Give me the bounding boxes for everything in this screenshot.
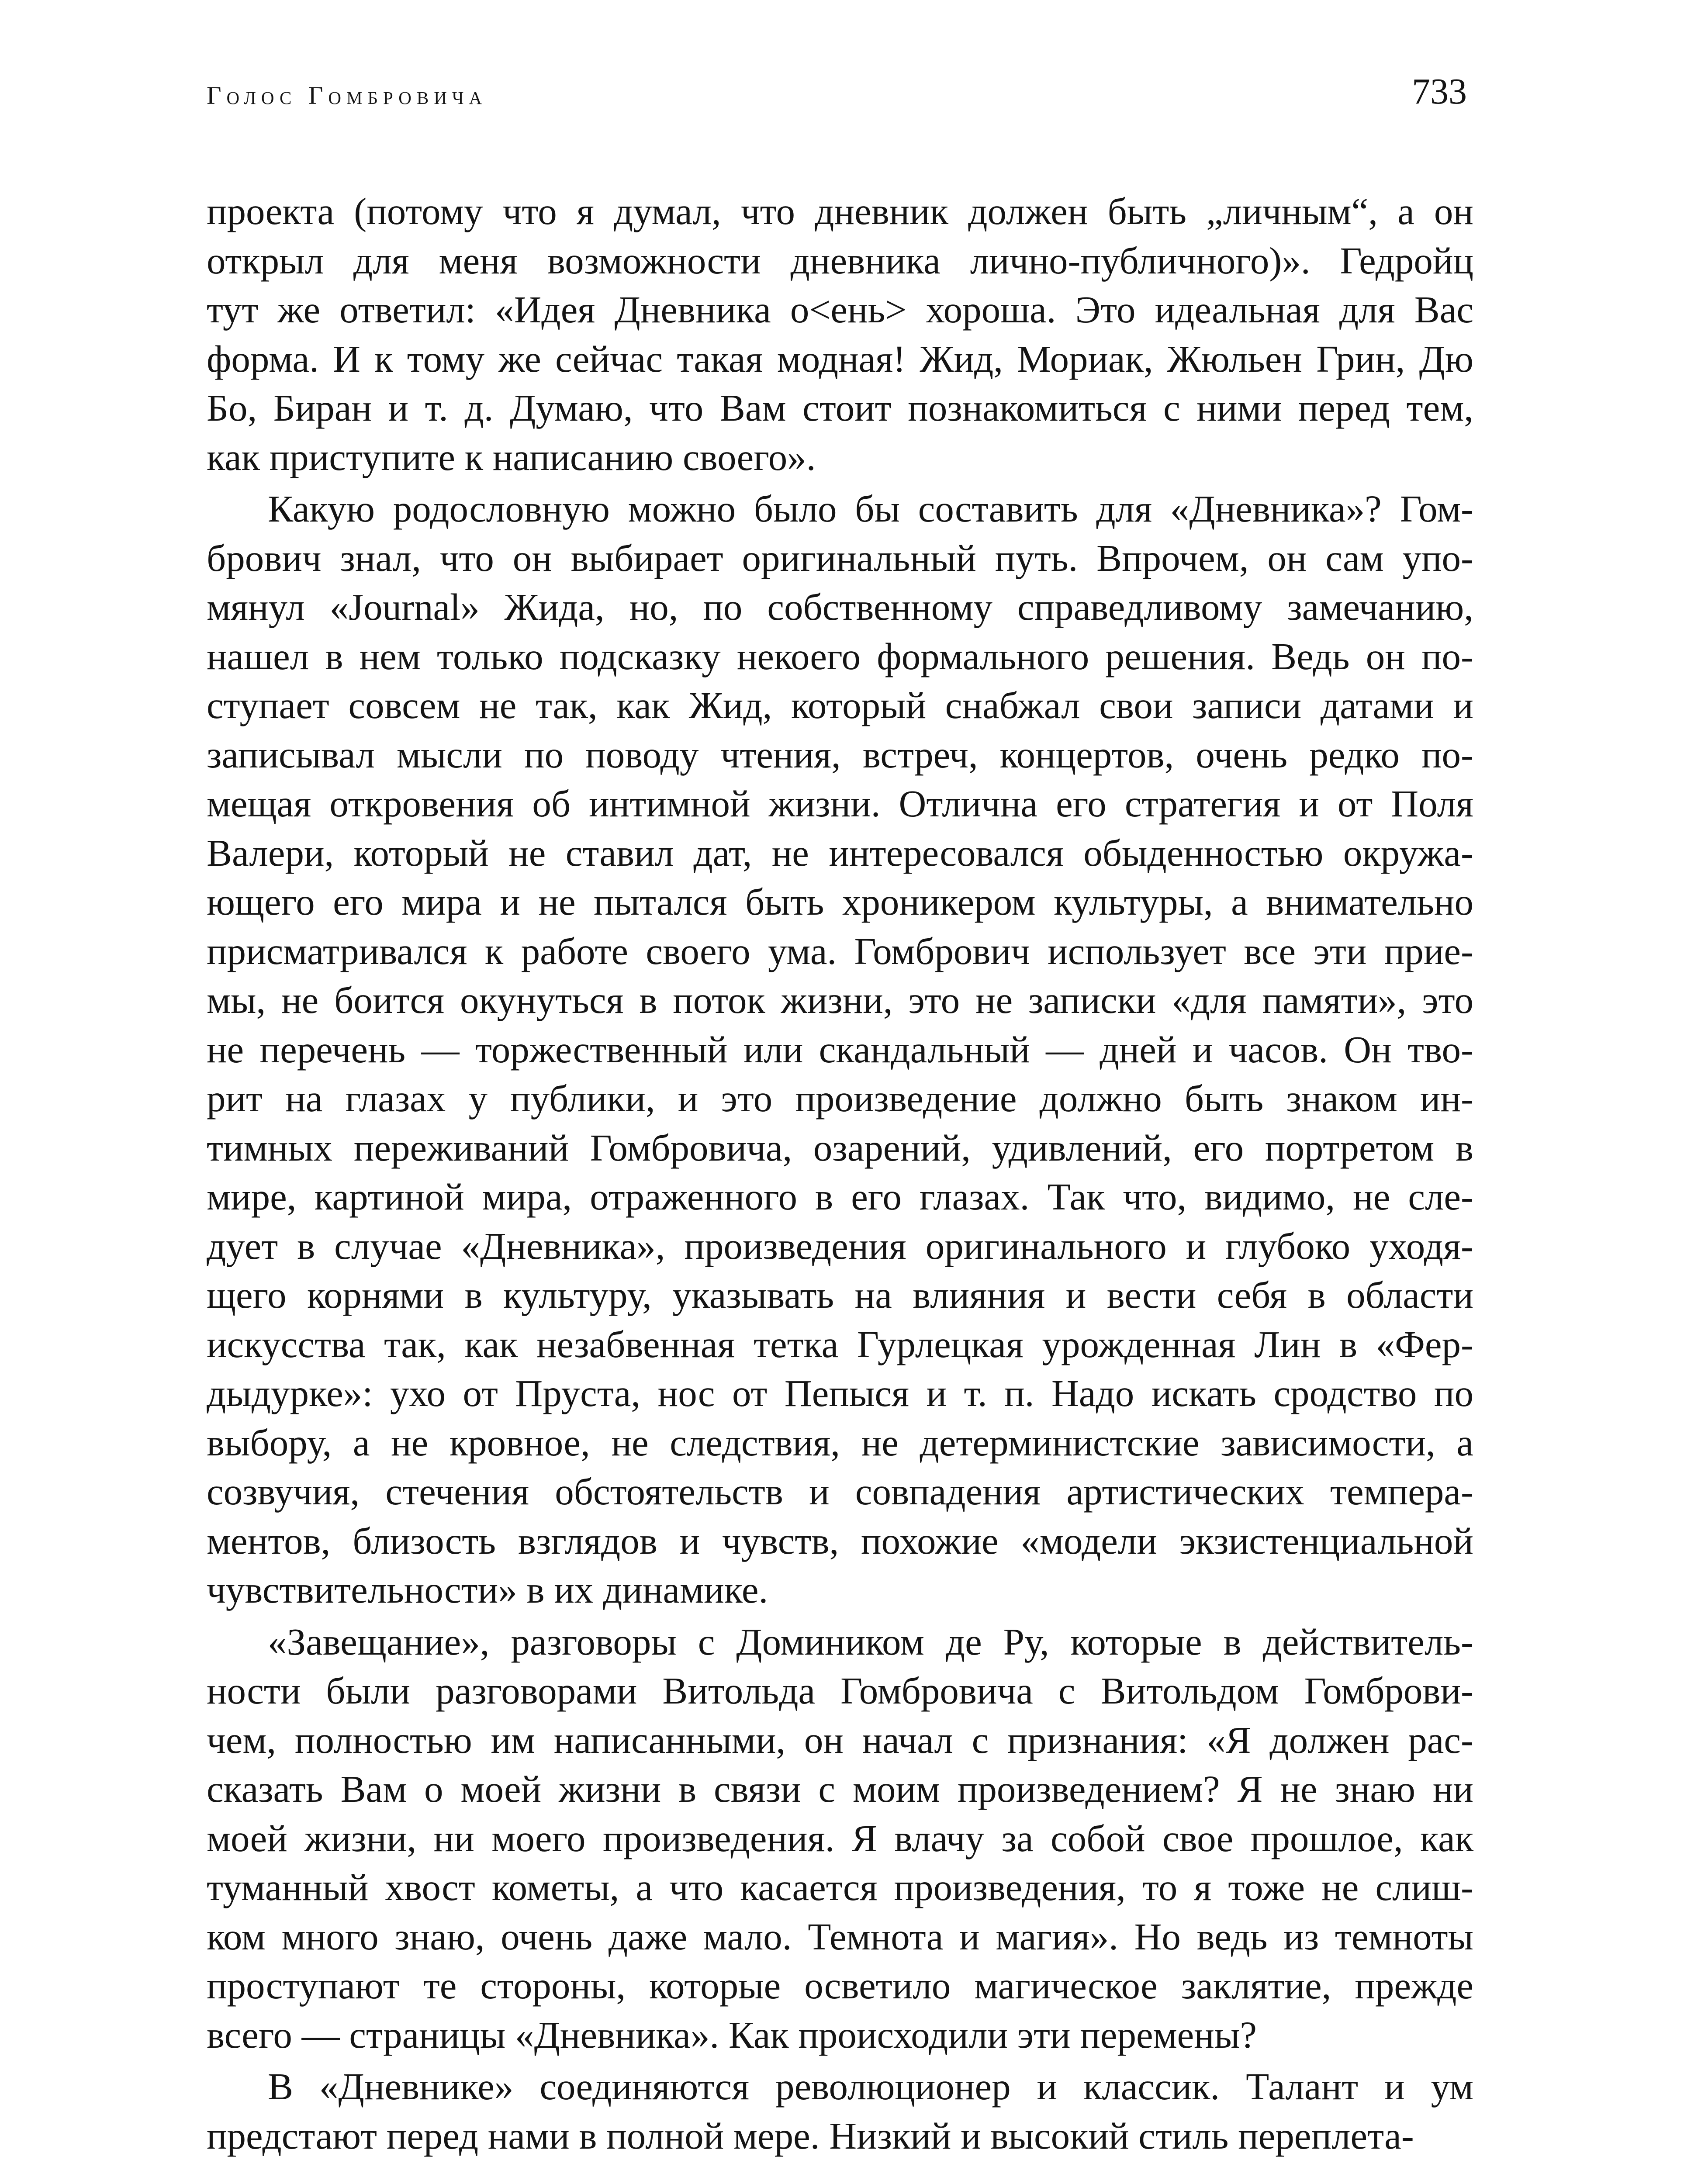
text-line: мянул «Journal» Жида, но, по собственному справедливому замечанию, bbox=[207, 586, 1473, 628]
paragraph bbox=[207, 1617, 1473, 2060]
text-line: чувствительности» в их динамике. bbox=[207, 1569, 768, 1611]
running-header: Голос Гомбровича bbox=[207, 81, 488, 110]
text-line: сказать Вам о моей жизни в связи с моим произведением? Я не знаю ни bbox=[207, 1768, 1473, 1810]
text-line: ком много знаю, очень даже мало. Темнота и магия». Но ведь из темноты bbox=[207, 1915, 1473, 1958]
text-line: Валери, который не ставил дат, не интересовался обыденностью окружа- bbox=[207, 831, 1473, 874]
text-line: предстают перед нами в полной мере. Низкий и высокий стиль переплета- bbox=[207, 2114, 1414, 2157]
page-number: 733 bbox=[1412, 71, 1467, 112]
paragraph bbox=[207, 187, 1473, 482]
text-line: ментов, близость взглядов и чувств, похожие «модели экзистенциальной bbox=[207, 1519, 1473, 1562]
text-line: проступают те стороны, которые осветило магическое заклятие, прежде bbox=[207, 1964, 1473, 2007]
text-line: Какую родословную можно было бы составить для «Дневника»? Гом- bbox=[268, 487, 1473, 530]
text-line: как приступите к написанию своего». bbox=[207, 435, 816, 478]
text-line: мы, не боится окунуться в поток жизни, это не записки «для памяти», это bbox=[207, 979, 1473, 1021]
text-line: рит на глазах у публики, и это произведение должно быть знаком ин- bbox=[207, 1077, 1473, 1120]
text-line: «Завещание», разговоры с Домиником де Ру, которые в действитель- bbox=[268, 1620, 1473, 1663]
text-line: ющего его мира и не пытался быть хроникером культуры, а внимательно bbox=[207, 881, 1473, 923]
text-line: туманный хвост кометы, а что касается произведения, то я тоже не слиш- bbox=[207, 1866, 1473, 1908]
text-line: моей жизни, ни моего произведения. Я влачу за собой свое прошлое, как bbox=[207, 1817, 1473, 1859]
text-line: мире, картиной мира, отраженного в его глазах. Так что, видимо, не сле- bbox=[207, 1175, 1473, 1218]
text-line: тут же ответил: «Идея Дневника о<ень> хороша. Это идеальная для Вас bbox=[207, 288, 1473, 331]
text-line: созвучия, стечения обстоятельств и совпадения артистических темпера- bbox=[207, 1470, 1473, 1513]
paragraph bbox=[207, 484, 1473, 1615]
text-line: присматривался к работе своего ума. Гомбрович использует все эти прие- bbox=[207, 930, 1473, 972]
text-line: мещая откровения об интимной жизни. Отлична его стратегия и от Поля bbox=[207, 782, 1473, 825]
text-line: искусства так, как незабвенная тетка Гурлецкая урожденная Лин в «Фер- bbox=[207, 1323, 1473, 1365]
text-line: записывал мысли по поводу чтения, встреч, концертов, очень редко по- bbox=[207, 733, 1473, 776]
text-line: Бо, Биран и т. д. Думаю, что Вам стоит познакомиться с ними перед тем, bbox=[207, 387, 1473, 429]
text-line: чем, полностью им написанными, он начал с признания: «Я должен рас- bbox=[207, 1718, 1473, 1761]
text-line: тимных переживаний Гомбровича, озарений, удивлений, его портретом в bbox=[207, 1126, 1473, 1169]
body-text bbox=[207, 187, 1473, 2160]
text-line: нашел в нем только подсказку некоего формального решения. Ведь он по- bbox=[207, 635, 1473, 677]
text-line: ступает совсем не так, как Жид, который снабжал свои записи датами и bbox=[207, 684, 1473, 726]
text-line: не перечень — торжественный или скандальный — дней и часов. Он тво- bbox=[207, 1028, 1473, 1071]
text-line: открыл для меня возможности дневника лично-публичного)». Гедройц bbox=[207, 239, 1473, 282]
text-line: выбору, а не кровное, не следствия, не детерминистские зависимости, а bbox=[207, 1421, 1473, 1464]
text-line: дыдурке»: ухо от Пруста, нос от Пепыся и т. п. Надо искать сродство по bbox=[207, 1372, 1473, 1414]
text-line: дует в случае «Дневника», произведения оригинального и глубоко уходя- bbox=[207, 1224, 1473, 1267]
text-line: форма. И к тому же сейчас такая модная! Жид, Мориак, Жюльен Грин, Дю bbox=[207, 337, 1473, 380]
text-line: брович знал, что он выбирает оригинальный путь. Впрочем, он сам упо- bbox=[207, 536, 1473, 579]
text-line: ности были разговорами Витольда Гомбровича с Витольдом Гомброви- bbox=[207, 1669, 1473, 1712]
text-line: В «Дневнике» соединяются революционер и классик. Талант и ум bbox=[268, 2065, 1473, 2108]
text-line: щего корнями в культуру, указывать на влияния и вести себя в области bbox=[207, 1274, 1473, 1316]
text-line: проекта (потому что я думал, что дневник должен быть „личным“, а он bbox=[207, 190, 1473, 232]
paragraph bbox=[207, 2062, 1473, 2160]
text-line: всего — страницы «Дневника». Как происходили эти перемены? bbox=[207, 2013, 1257, 2056]
